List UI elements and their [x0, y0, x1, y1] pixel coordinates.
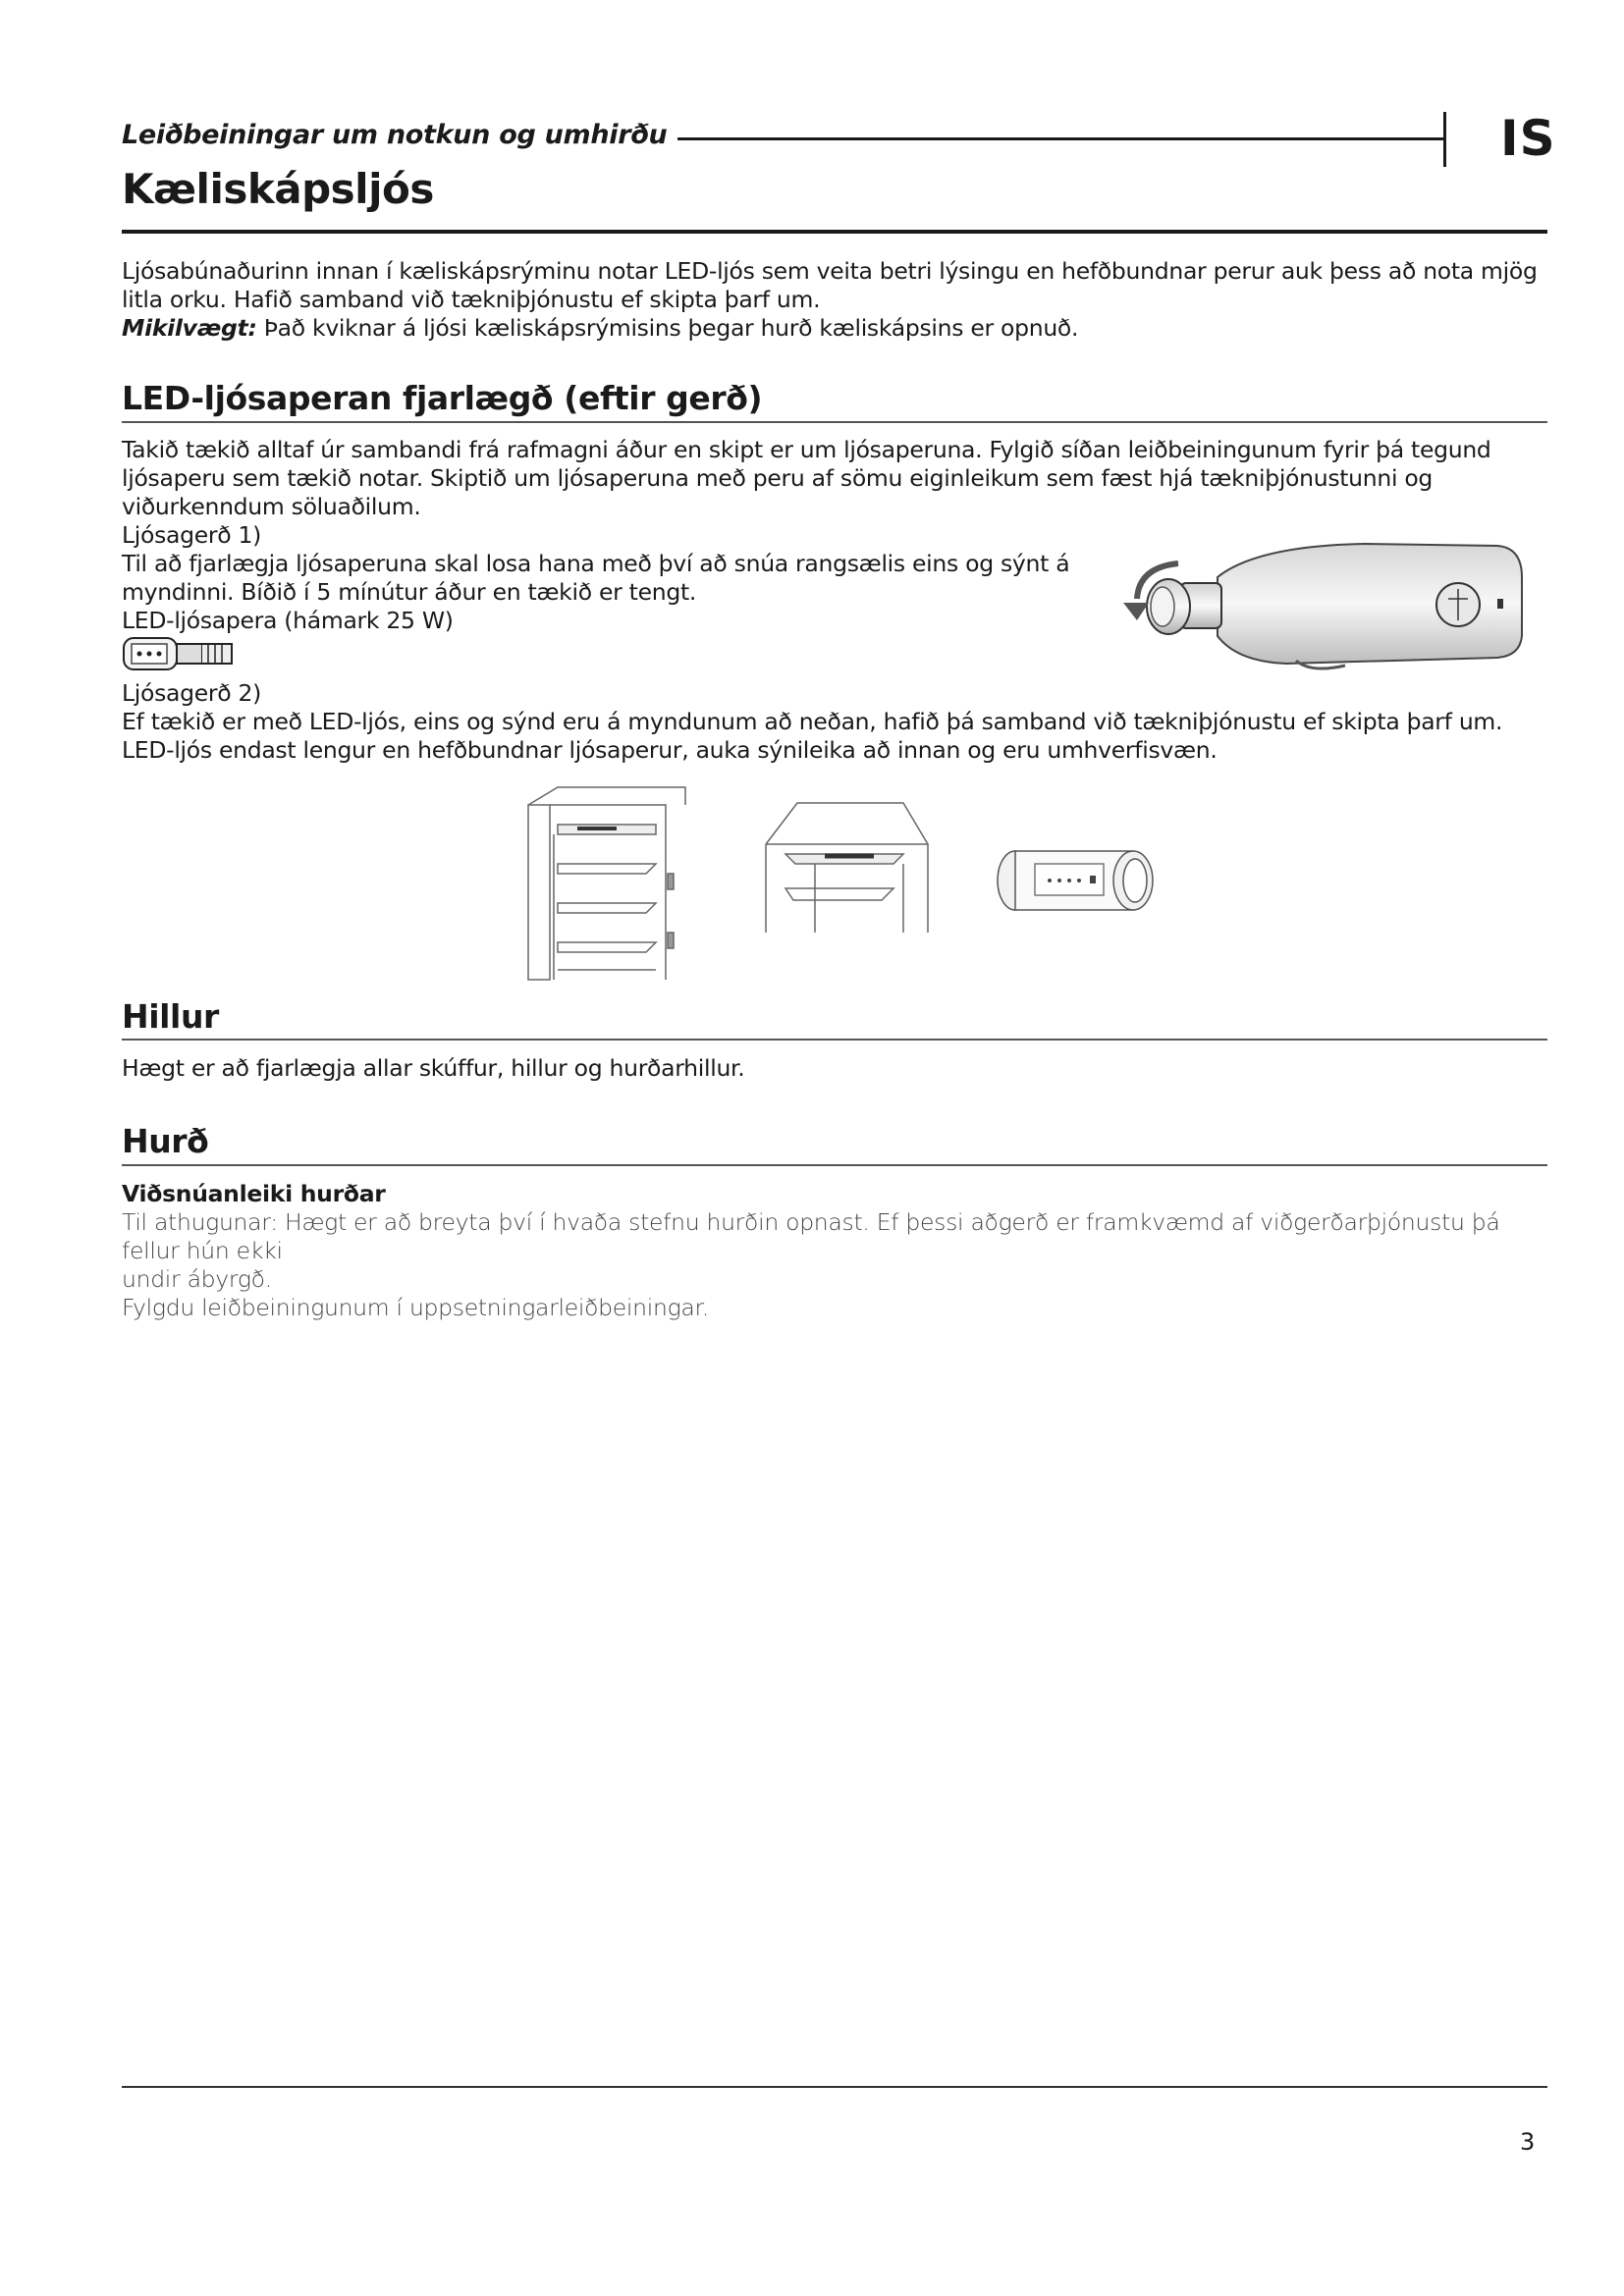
led-bulb-icon [122, 634, 238, 673]
type2-line: Ef tækið er með LED-ljós, eins og sýnd eru á myndunum að neðan, hafið þá samband við tækniþjónustu ef skipta þarf um. [122, 708, 1503, 735]
title-rule [122, 230, 1547, 234]
door-line: Fylgdu leiðbeiningunum í uppsetningarleiðbeiningar. [122, 1294, 709, 1321]
header-divider [677, 137, 1443, 140]
intro-line: litla orku. Hafið samband við tækniþjónustu ef skipta þarf um. [122, 286, 821, 313]
type2-line: LED-ljós endast lengur en hefðbundnar ljósaperur, auka sýnileika að innan og eru umhverfisvæn. [122, 736, 1218, 764]
shelves-text: Hægt er að fjarlægja allar skúffur, hillur og hurðarhillur. [122, 1054, 745, 1082]
led-strip-module-illustration [996, 846, 1155, 915]
led-line: viðurkenndum söluaðilum. [122, 493, 421, 520]
footer-rule [122, 2086, 1547, 2088]
led-section-heading: LED-ljósaperan fjarlægð (eftir gerð) [122, 379, 763, 417]
page-title: Kæliskápsljós [122, 165, 434, 213]
shelves-heading: Hillur [122, 997, 219, 1036]
door-heading: Hurð [122, 1122, 209, 1160]
header-subtitle: Leiðbeiningar um notkun og umhirðu [122, 120, 668, 150]
important-label: Mikilvægt: [122, 314, 257, 342]
door-subheading: Viðsnúanleiki hurðar [122, 1180, 386, 1207]
page-number: 3 [1520, 2128, 1536, 2156]
shelves-rule [122, 1039, 1547, 1041]
fridge-interior-illustration [518, 785, 695, 982]
door-rule [122, 1164, 1547, 1166]
door-line: undir ábyrgð. [122, 1265, 272, 1293]
header-tick [1443, 112, 1446, 167]
fridge-ceiling-light-illustration [756, 795, 933, 942]
led-line: ljósaperu sem tækið notar. Skiptið um ljósaperuna með peru af sömu eiginleikum sem fæst hjá tækniþjónustunni og [122, 464, 1434, 492]
led-line: Takið tækið alltaf úr sambandi frá rafmagni áður en skipt er um ljósaperuna. Fylgið síðan leiðbeiningunum fyrir þá tegund [122, 436, 1491, 463]
door-line: Til athugunar: Hægt er að breyta því í hvaða stefnu hurðin opnast. Ef þessi aðgerð er framkvæmd af viðgerðarþjónustu þá fellur hún ekki [122, 1208, 1500, 1264]
important-note [122, 314, 1545, 343]
light-housing-illustration [1110, 538, 1532, 675]
intro-line: Ljósabúnaðurinn innan í kæliskápsrýminu notar LED-ljós sem veita betri lýsingu en hefðbundnar perur auk þess að nota mjög [122, 257, 1538, 285]
type1-label: Ljósagerð 1) [122, 521, 262, 549]
type2-label: Ljósagerð 2) [122, 679, 262, 707]
led-section-rule [122, 421, 1547, 423]
type1-line: Til að fjarlægja ljósaperuna skal losa hana með því að snúa rangsælis eins og sýnt á [122, 550, 1070, 577]
type2-paragraph [122, 679, 1545, 765]
bulb-label: LED-ljósapera (hámark 25 W) [122, 607, 454, 634]
door-paragraph [122, 1180, 1545, 1322]
language-code: IS [1500, 110, 1556, 167]
intro-paragraph [122, 257, 1545, 343]
type1-line: myndinni. Bíðið í 5 mínútur áður en tækið er tengt. [122, 578, 697, 606]
important-text: Það kviknar á ljósi kæliskápsrýmisins þegar hurð kæliskápsins er opnuð. [256, 314, 1079, 342]
